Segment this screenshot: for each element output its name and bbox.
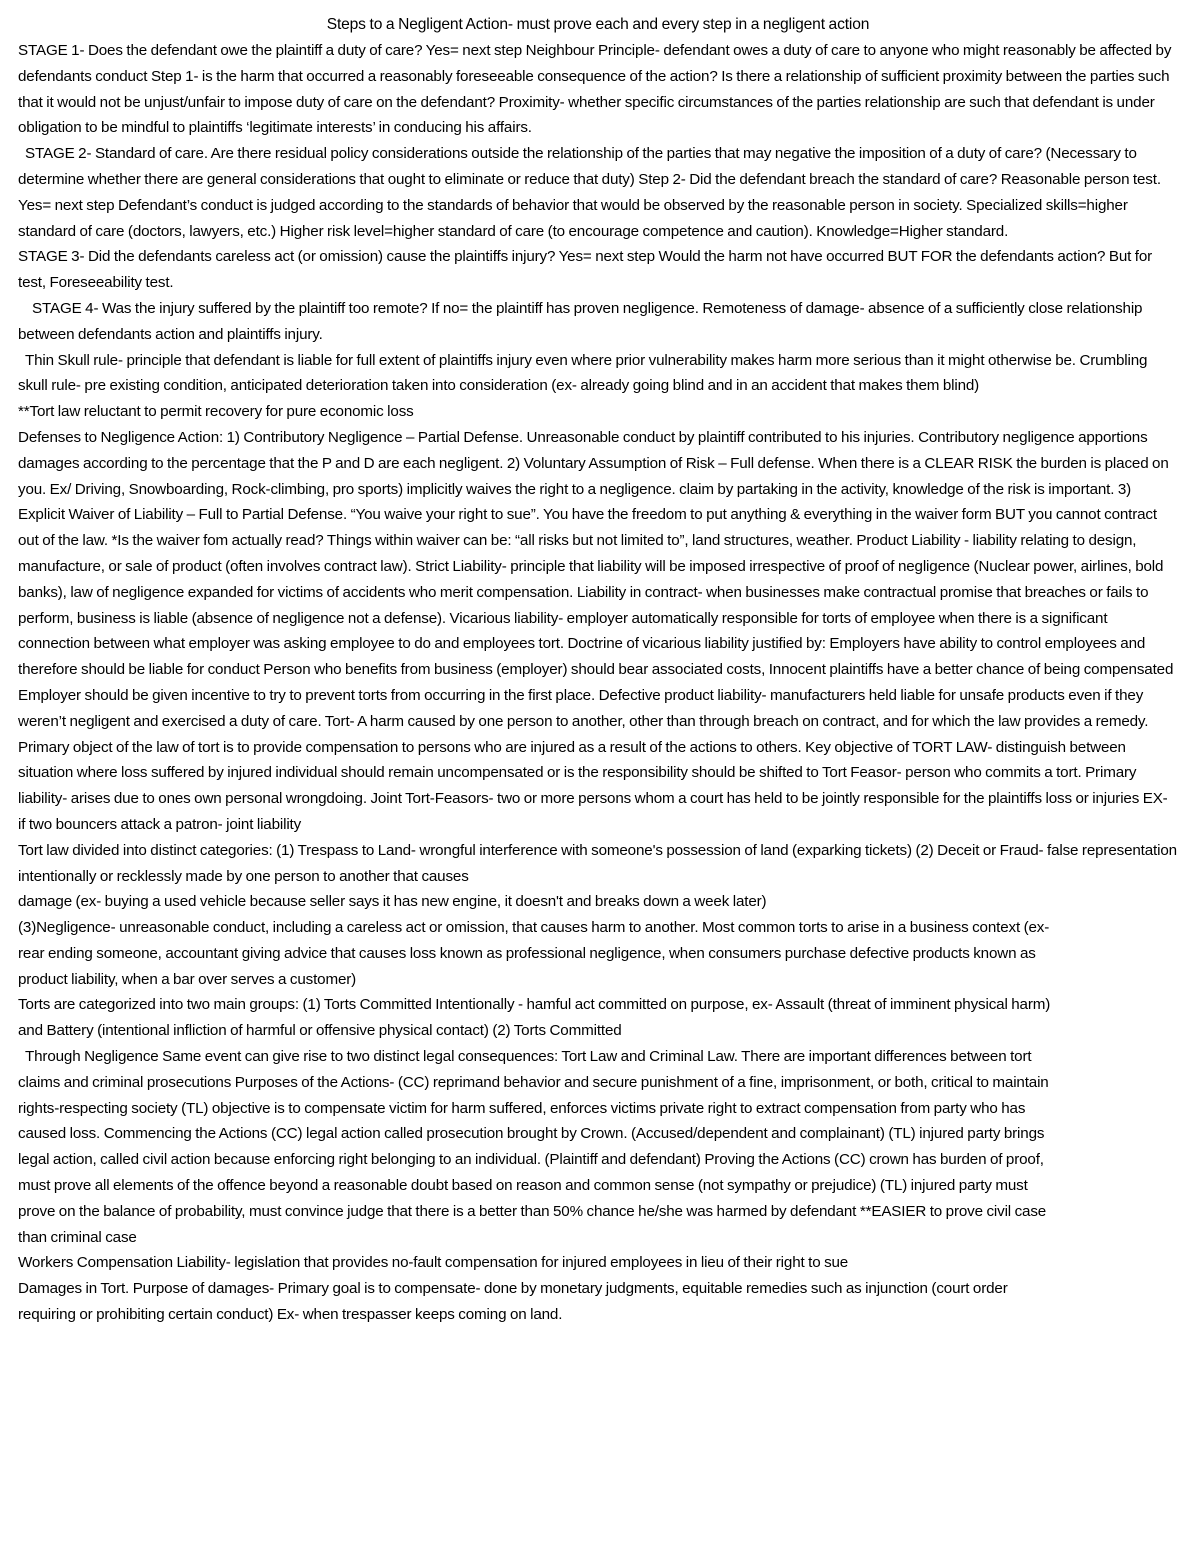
- document-title: Steps to a Negligent Action- must prove each and every step in a negligent action: [326, 16, 870, 33]
- paragraph-stage-4: STAGE 4- Was the injury suffered by the plaintiff too remote? If no= the plaintiff has proven negligence. Remoteness of damage- absence of a sufficiently close relationship between defendants action and plaintiffs injury.: [18, 299, 1143, 343]
- paragraph-skull-rules: Thin Skull rule- principle that defendant is liable for full extent of plaintiffs injury even where prior vulnerability makes harm more serious than it might otherwise be. Crumbling skull rule- pre existing condition, anticipated deterioration taken into consideration (ex- already going blind and in an accident that makes them blind): [18, 351, 1148, 395]
- paragraph-damages: Damages in Tort. Purpose of damages- Primary goal is to compensate- done by monetary judgments, equitable remedies such as injunction (court order requiring or prohibiting certain conduct) Ex- when trespasser keeps coming on land.: [18, 1280, 1008, 1324]
- paragraph-fraud-example: damage (ex- buying a used vehicle because seller says it has new engine, it doesn't and breaks down a week later): [18, 893, 767, 911]
- paragraph-stage-2: STAGE 2- Standard of care. Are there residual policy considerations outside the relationship of the parties that may negative the imposition of a duty of care? (Necessary to determine whether there are general considerations that ought to eliminate or reduce that duty) Step 2- Did the defendant breach the standard of care? Reasonable person test. Yes= next step Defendant’s conduct is judged according to the standards of behavior that would be observed by the reasonable person in society. Specialized skills=higher standard of care (doctors, lawyers, etc.) Higher risk level=higher standard of care (to encourage competence and caution). Knowledge=Higher standard.: [18, 145, 1161, 240]
- paragraph-tort-vs-criminal: Through Negligence Same event can give rise to two distinct legal consequences: Tort Law and Criminal Law. There are important differences between tort claims and criminal prosecutions Purposes of the Actions- (CC) reprimand behavior and secure punishment of a fine, imprisonment, or both, critical to maintain rights-respecting society (TL) objective is to compensate victim for harm suffered, enforces victims private right to extract compensation from party who has caused loss. Commencing the Actions (CC) legal action called prosecution brought by Crown. (Accused/dependent and complainant) (TL) injured party brings legal action, called civil action because enforcing right belonging to an individual. (Plaintiff and defendant) Proving the Actions (CC) crown has burden of proof, must prove all elements of the offence beyond a reasonable doubt based on reason and common sense (not sympathy or prejudice) (TL) injured party must prove on the balance of probability, must convince judge that there is a better than 50% chance he/she was harmed by defendant **EASIER to prove civil case than criminal case: [18, 1048, 1049, 1246]
- paragraph-tort-categories: Tort law divided into distinct categories: (1) Trespass to Land- wrongful interference with someone's possession of land (exparking tickets) (2) Deceit or Fraud- false representation intentionally or recklessly made by one person to another that causes: [18, 841, 1177, 885]
- paragraph-tort-groups: Torts are categorized into two main groups: (1) Torts Committed Intentionally - hamful act committed on purpose, ex- Assault (threat of imminent physical harm) and Battery (intentional infliction of harmful or offensive physical contact) (2) Torts Committed: [18, 996, 1051, 1040]
- paragraph-economic-loss-note: **Tort law reluctant to permit recovery for pure economic loss: [18, 403, 414, 421]
- paragraph-negligence: (3)Negligence- unreasonable conduct, including a careless act or omission, that causes harm to another. Most common torts to arise in a business context (ex- rear ending someone, accountant giving advice that causes loss known as professional negligence, when consumers purchase defective products known as product liability, when a bar over serves a customer): [18, 919, 1050, 988]
- paragraph-stage-3: STAGE 3- Did the defendants careless act (or omission) cause the plaintiffs injury? Yes= next step Would the harm not have occurred BUT FOR the defendants action? But for test, Foreseeability test.: [18, 248, 1153, 292]
- paragraph-stage-1: STAGE 1- Does the defendant owe the plaintiff a duty of care? Yes= next step Neighbour Principle- defendant owes a duty of care to anyone who might reasonably be affected by defendants conduct Step 1- is the harm that occurred a reasonably foreseeable consequence of the action? Is there a relationship of sufficient proximity between the parties such that it would not be unjust/unfair to impose duty of care on the defendant? Proximity- whether specific circumstances of the parties relationship are such that defendant is under obligation to be mindful to plaintiffs ‘legitimate interests’ in conducing his affairs.: [18, 42, 1172, 137]
- paragraph-workers-compensation: Workers Compensation Liability- legislation that provides no-fault compensation for injured employees in lieu of their right to sue: [18, 1254, 849, 1272]
- paragraph-defenses: Defenses to Negligence Action: 1) Contributory Negligence – Partial Defense. Unreasonable conduct by plaintiff contributed to his injuries. Contributory negligence apportions damages according to the percentage that the P and D are each negligent. 2) Voluntary Assumption of Risk – Full defense. When there is a CLEAR RISK the burden is placed on you. Ex/ Driving, Snowboarding, Rock-climbing, pro sports) implicitly waives the right to a negligence. claim by partaking in the activity, knowledge of the risk is important. 3) Explicit Waiver of Liability – Full to Partial Defense. “You waive your right to sue”. You have the freedom to put anything & everything in the waiver form BUT you cannot contract out of the law. *Is the waiver fom actually read? Things within waiver can be: “all risks but not limited to”, land structures, weather. Product Liability - liability relating to design, manufacture, or sale of product (often involves contract law). Strict Liability- principle that liability will be imposed irrespective of proof of negligence (Nuclear power, airlines, bold banks), law of negligence expanded for victims of accidents who merit compensation. Liability in contract- when businesses make contractual promise that breaches or fails to perform, business is liable (absence of negligence not a defense). Vicarious liability- employer automatically responsible for torts of employee when there is a significant connection between what employer was asking employee to do and employees tort. Doctrine of vicarious liability justified by: Employers have ability to control employees and therefore should be liable for conduct Person who benefits from business (employer) should bear associated costs, Innocent plaintiffs have a better chance of being compensated Employer should be given incentive to try to prevent torts from occurring in the first place. Defective product liability- manufacturers held liable for unsafe products even if they weren’t negligent and exercised a duty of care. Tort- A harm caused by one person to another, other than through breach on contract, and for which the law provides a remedy. Primary object of the law of tort is to provide compensation to persons who are injured as a result of the actions to others. Key objective of TORT LAW- distinguish between situation where loss suffered by injured individual should remain uncompensated or is the responsibility should be shifted to Tort Feasor- person who commits a tort. Primary liability- arises due to ones own personal wrongdoing. Joint Tort-Feasors- two or more persons whom a court has held to be jointly responsible for the plaintiffs loss or injuries EX- if two bouncers attack a patron- joint liability: [18, 428, 1174, 833]
